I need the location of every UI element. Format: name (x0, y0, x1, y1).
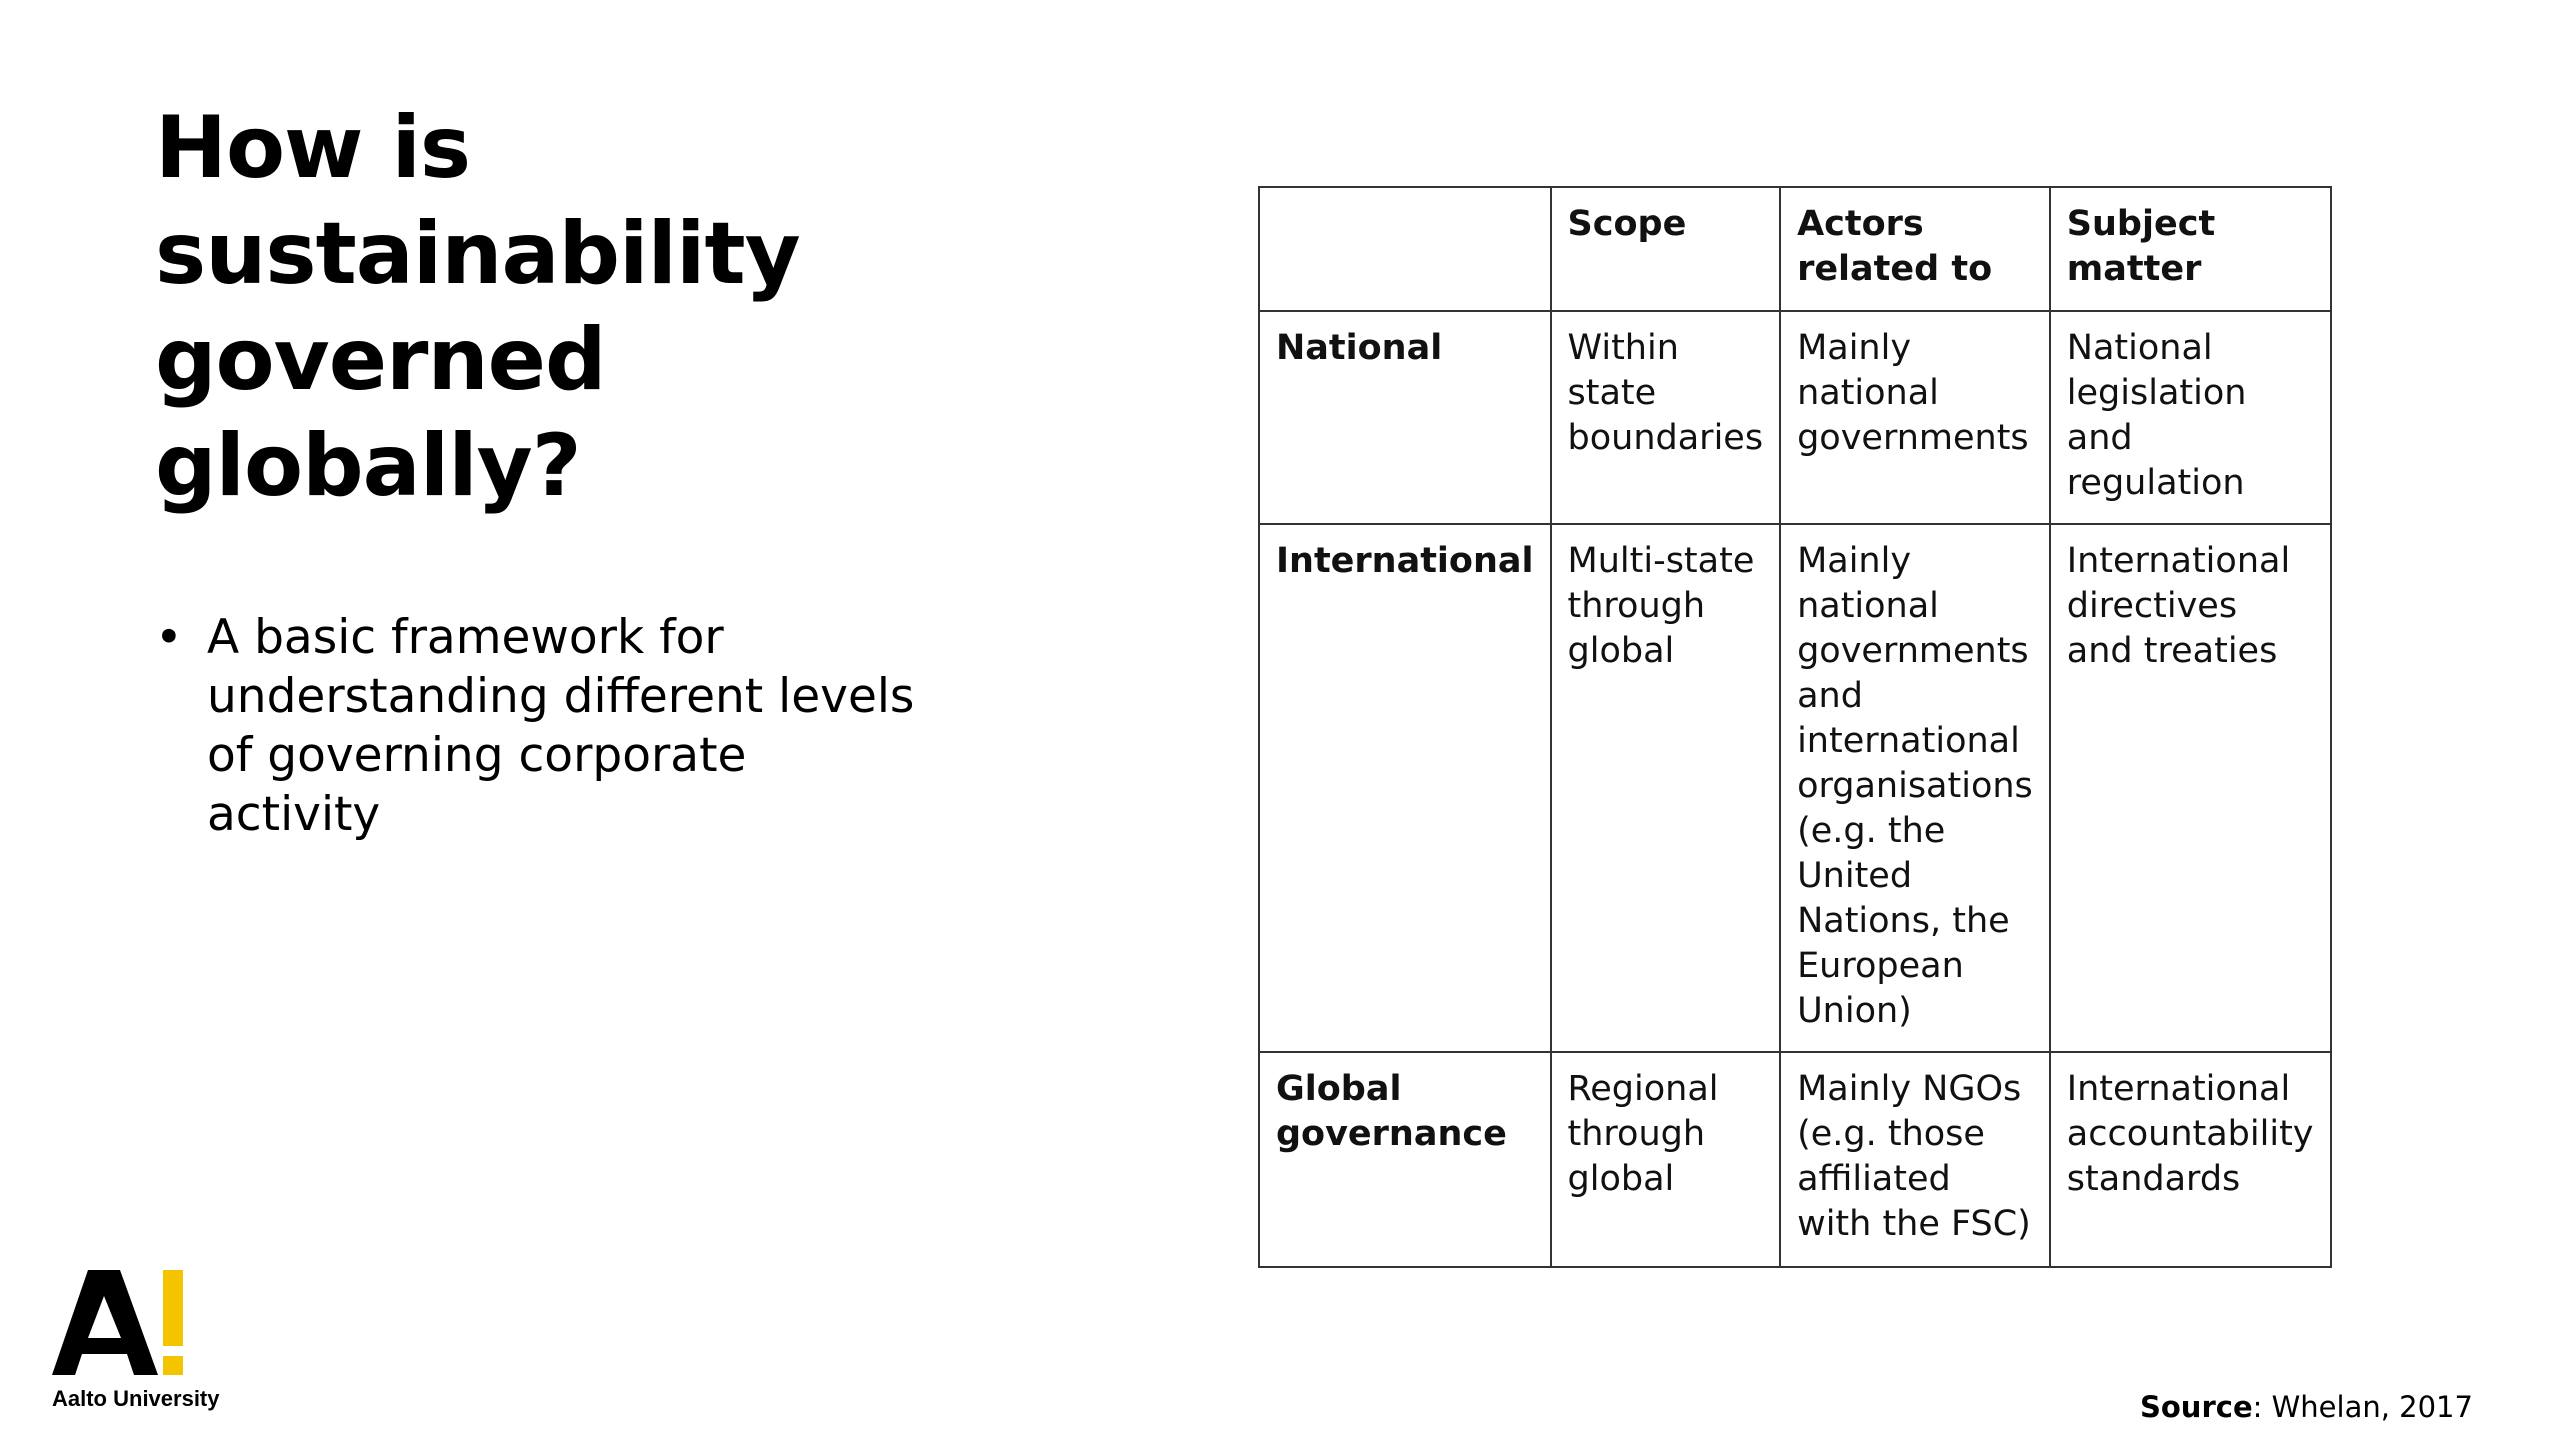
bullet-item (155, 608, 915, 844)
governance-framework-table (1258, 186, 2332, 1268)
cell-text: Mainly NGOs (1797, 1069, 2022, 1109)
header-text: matter (2066, 249, 2202, 289)
cell-text: Regional (1567, 1069, 1719, 1109)
cell-text: Multi-state (1567, 541, 1755, 581)
title-line: How is (155, 98, 471, 198)
cell-text: Mainly (1797, 541, 1912, 581)
cell-text: International (1276, 541, 1534, 581)
cell-text: National (2066, 328, 2213, 368)
cell-text: accountability (2066, 1114, 2314, 1154)
cell-text: governments (1797, 631, 2029, 671)
cell-text: national (1797, 373, 1939, 413)
cell-text: affiliated (1797, 1159, 1951, 1199)
cell-text: European (1797, 946, 1964, 986)
cell-actors (1780, 311, 2050, 524)
cell-text: regulation (2066, 463, 2245, 503)
cell-text: Mainly (1797, 328, 1912, 368)
cell-text: global (1567, 631, 1675, 671)
bullet-line: activity (207, 787, 381, 842)
cell-text: with the FSC) (1797, 1204, 2031, 1244)
cell-text: organisations (1797, 766, 2033, 806)
bullet-line: understanding different levels (207, 669, 915, 724)
cell-text: International (2066, 541, 2291, 581)
cell-actors (1780, 1052, 2050, 1267)
source-text: : Whelan, 2017 (2252, 1390, 2473, 1424)
cell-text: Union) (1797, 991, 1912, 1031)
table-row-global-governance (1259, 1052, 2331, 1267)
header-text: Scope (1567, 204, 1687, 244)
source-citation (2140, 1390, 2473, 1424)
cell-text: National (1276, 328, 1443, 368)
logo-exclaim-bar (163, 1270, 183, 1346)
bullet-marker: • (155, 610, 183, 665)
row-header-global-governance (1259, 1052, 1551, 1267)
cell-text: through (1567, 1114, 1706, 1154)
cell-actors (1780, 524, 2050, 1052)
logo-exclaim-dot (163, 1356, 183, 1375)
table-header-row (1259, 187, 2331, 311)
cell-text: Within (1567, 328, 1679, 368)
header-text: Subject (2066, 204, 2216, 244)
header-cell-scope (1551, 187, 1781, 311)
slide-title (155, 95, 915, 519)
cell-subject (2050, 311, 2331, 524)
source-label: Source (2140, 1390, 2253, 1424)
header-cell-actors (1780, 187, 2050, 311)
header-cell-subject (2050, 187, 2331, 311)
cell-text: governments (1797, 418, 2029, 458)
bullet-line: of governing corporate (207, 728, 747, 783)
cell-text: (e.g. those (1797, 1114, 1985, 1154)
cell-text: and treaties (2066, 631, 2278, 671)
cell-text: national (1797, 586, 1939, 626)
cell-scope (1551, 311, 1781, 524)
cell-text: legislation (2066, 373, 2247, 413)
header-text: Actors (1797, 204, 1924, 244)
cell-text: international (1797, 721, 2020, 761)
cell-text: state (1567, 373, 1657, 413)
cell-text: United (1797, 856, 1913, 896)
cell-text: through (1567, 586, 1706, 626)
cell-text: and (1797, 676, 1863, 716)
cell-scope (1551, 524, 1781, 1052)
header-cell-empty (1259, 187, 1551, 311)
cell-text: Nations, the (1797, 901, 2010, 941)
cell-text: directives (2066, 586, 2238, 626)
cell-text: International (2066, 1069, 2291, 1109)
row-header-international (1259, 524, 1551, 1052)
cell-text: standards (2066, 1159, 2241, 1199)
cell-subject (2050, 524, 2331, 1052)
cell-text: governance (1276, 1114, 1507, 1154)
table-row-national (1259, 311, 2331, 524)
bullet-list (155, 608, 915, 844)
cell-text: and (2066, 418, 2133, 458)
title-line: globally? (155, 416, 581, 516)
row-header-national (1259, 311, 1551, 524)
cell-text: global (1567, 1159, 1675, 1199)
cell-text: (e.g. the (1797, 811, 1946, 851)
cell-subject (2050, 1052, 2331, 1267)
cell-text: boundaries (1567, 418, 1764, 458)
bullet-line: A basic framework for (207, 610, 724, 665)
cell-text: Global (1276, 1069, 1402, 1109)
logo-caption: Aalto University (52, 1386, 220, 1411)
bullet-text (207, 608, 915, 844)
cell-scope (1551, 1052, 1781, 1267)
table-row-international (1259, 524, 2331, 1052)
header-text: related to (1797, 249, 1993, 289)
title-line: sustainability (155, 204, 800, 304)
title-line: governed (155, 310, 606, 410)
